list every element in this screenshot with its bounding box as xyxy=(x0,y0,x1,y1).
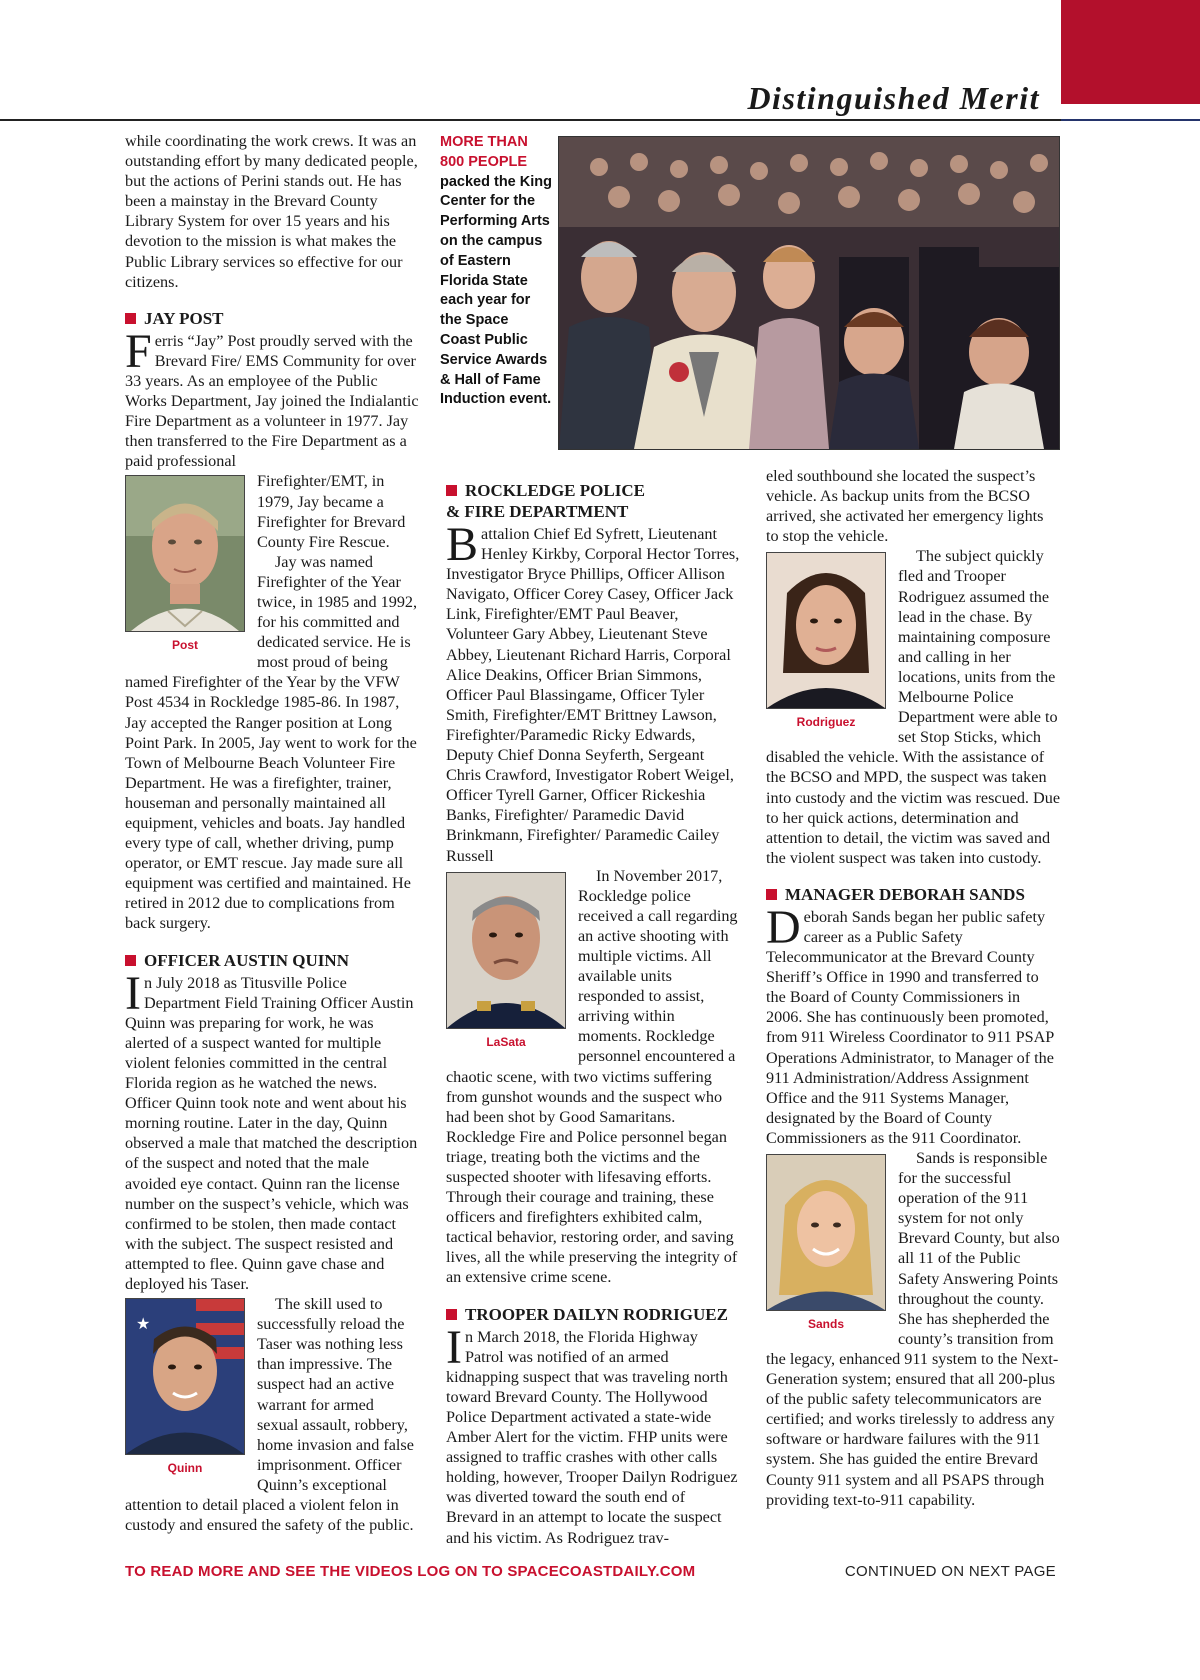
continued-note: CONTINUED ON NEXT PAGE xyxy=(844,1563,1056,1580)
rodriguez-paragraph-1: In March 2018, the Florida Highway Patrol was notified of an armed kidnapping suspect that was traveling north toward Brevard County. The Hollywood Police Department activated a state-wide Amber Alert for the victim. FHP units were assigned to traffic crashes with other calls holding, however, Trooper Dailyn Rodriguez was diverted toward the south end of Brevard in an attempt to locate the suspect and his victim. As Rodriguez trav- xyxy=(446,1320,738,1547)
sands-photo xyxy=(766,1154,886,1334)
drop-cap: D xyxy=(766,900,801,954)
heading-trooper-rodriguez: TROOPER DAILYN RODRIGUEZ xyxy=(446,1304,740,1325)
heading-square-icon xyxy=(766,889,777,900)
quinn-photo-caption: Quinn xyxy=(167,1461,203,1476)
perini-continuation: while coordinating the work crews. It was an outstanding effort by many dedicated people, but the actions of Perini stands out. He has been a mainstay in the Brevard County Library System for over 15 years and his devotion to the mission is what makes the Public Library services so effective for our citizens. xyxy=(125,132,418,291)
sands-paragraph-1: Deborah Sands began her public safety career as a Public Safety Telecommunicator at the Brevard County Sheriff’s Office in 1990 and transferred to the Board of County Commissioners in 2006. She has continuously been promoted, from 911 Wireless Coordinator to 911 PSAP Operations Administrator, to Manager of the 911 Administration/Address Assignment Office and the 911 Systems Manager, designated by the Board of County Commissioners as the 911 Coordinator. xyxy=(766,900,1054,1147)
post-paragraph-1: Ferris “Jay” Post proudly served with the Brevard Fire/ EMS Community for over 33 years. As an employee of the Public Works Department, Jay joined the Indialantic Fire Department as a volunteer in 1977. Jay then transferred to the Fire Department as a paid professional xyxy=(125,324,419,471)
lasata-photo xyxy=(446,872,566,1052)
lasata-photo-caption: LaSata xyxy=(486,1034,526,1049)
rodriguez-continuation: eled southbound she located the suspect’s vehicle. As backup units from the BCSO arrived, she activated her emergency lights to stop the vehicle. xyxy=(766,467,1044,546)
lasata-portrait-image xyxy=(446,872,566,1029)
quinn-paragraph-1: In July 2018 as Titusville Police Department Field Training Officer Austin Quinn was preparing for work, he was alerted of a suspect wanted for multiple violent felonies committed in the central Florida region as he watched the news. Officer Quinn took note and went about his morning routine. Later in the day, Quinn observed a male that matched the description of the suspect and noted that the male avoided eye contact. Quinn ran the license number on the suspect’s vehicle, which was confirmed to be stolen, then made contact with the subject. The suspect resisted and attempted to flee. Quinn gave chase and deployed his Taser. xyxy=(125,966,418,1293)
rockledge-names: Battalion Chief Ed Syfrett, Lieutenant Henley Kirkby, Corporal Hector Torres, Investigator Bryce Phillips, Officer Allison Navigato, Officer Corey Casey, Officer Jack Link, Firefighter/EMT Paul Beaver, Volunteer Gary Abbey, Lieutenant Steve Abbey, Lieutenant Richard Harris, Corporal Alice Deakins, Officer Brian Simmons, Officer Paul Blassingame, Officer Tyler Smith, Firefighter/EMT Brittney Lawson, Firefighter/Paramedic Ricky Edwards, Deputy Chief Donna Seyferth, Sergeant Chris Crawford, Investigator Robert Weigel, Officer Tyrell Garner, Officer Rickeshia Banks, Firefighter/ Paramedic David Brinkmann, Firefighter/ Paramedic Cailey Russell xyxy=(446,518,740,865)
quinn-photo xyxy=(125,1298,245,1478)
heading-jay-post: JAY POST xyxy=(125,308,419,329)
post-photo xyxy=(125,475,245,655)
heading-square-icon xyxy=(446,485,457,496)
post-paragraph-1b: Firefighter/EMT, in 1979, Jay became a Firefighter for Brevard County Fire Rescue. xyxy=(257,472,406,551)
post-paragraph-2: Jay was named Firefighter of the Year twice, in 1985 and 1992, for his committed and dedicated service. He is most proud of being named Firefighter of the Year by the VFW Post 4534 in Rockledge 1985-86. In 1987, Jay accepted the Ranger position at Long Point Park. In 2005, Jay went to work for the Town of Melbourne Beach Volunteer Fire Department. He was a firefighter, trainer, houseman and personally maintained all equipment, vehicles and boats. Jay handled every type of call, whether driving, pump operator, or EMT rescue. Jay made sure all equipment was certified and maintained. He retired in 2012 due to complications from back surgery. xyxy=(125,552,418,933)
column-3 xyxy=(766,466,1060,1510)
heading-deborah-sands: MANAGER DEBORAH SANDS xyxy=(766,884,1060,905)
rockledge-paragraph-2: In November 2017, Rockledge police received a call regarding an active shooting with multiple victims. All available units responded to assist, arriving within moments. Rockledge personnel encountered a chaotic scene, with two victims suffering from gunshot wounds and the suspect who had been shot by Good Samaritans. Rockledge Fire and Police personnel began triage, treating both the victims and the suspected shooter with lifesaving efforts. Through their courage and training, these officers and firefighters exhibited calm, tactical behavior, restoring order, and saving lives, all the while preserving the integrity of an extensive crime scene. xyxy=(446,866,738,1287)
column-2 xyxy=(446,466,740,1548)
header-rule xyxy=(0,119,1061,121)
audience-photo xyxy=(558,136,1060,450)
website-link[interactable]: TO READ MORE AND SEE THE VIDEOS LOG ON TO SPACECOASTDAILY.COM xyxy=(125,1563,696,1580)
crowd-photo-caption xyxy=(440,133,552,410)
post-photo-caption: Post xyxy=(171,638,198,653)
drop-cap: B xyxy=(446,518,479,571)
rodriguez-portrait-image xyxy=(766,552,886,709)
caption-lead: MORE THAN 800 PEOPLE xyxy=(440,134,528,170)
heading-austin-quinn: OFFICER AUSTIN QUINN xyxy=(125,950,419,971)
drop-cap: F xyxy=(125,324,152,378)
sands-portrait-image xyxy=(766,1154,886,1311)
heading-square-icon xyxy=(125,955,136,966)
post-portrait-image xyxy=(125,475,245,632)
rodriguez-photo-caption: Rodriguez xyxy=(796,715,856,730)
column-1 xyxy=(125,131,419,1535)
heading-square-icon xyxy=(446,1309,457,1320)
rodriguez-photo xyxy=(766,552,886,732)
heading-square-icon xyxy=(125,313,136,324)
sands-photo-caption: Sands xyxy=(807,1317,844,1331)
drop-cap: I xyxy=(125,966,141,1020)
svg-text:★: ★ xyxy=(136,1316,151,1334)
drop-cap: I xyxy=(446,1320,462,1374)
header-rule-accent xyxy=(1061,119,1200,121)
rodriguez-paragraph-2: The subject quickly fled and Trooper Rodriguez assumed the lead in the chase. By maintaining composure and calling in her locations, units from the Melbourne Police Department were able to set Stop Sticks, which disabled the vehicle. With the assistance of the BCSO and MPD, the suspect was taken into custody and the victim was rescued. Due to her quick actions, determination and attention to detail, the victim was saved and the violent suspect was taken into custody. xyxy=(766,547,1060,867)
quinn-paragraph-2: The skill used to successfully reload the Taser was nothing less than impressive. The suspect had an active warrant for armed sexual assault, robbery, home invasion and false imprisonment. Officer Quinn’s exceptional attention to detail placed a violent felon in custody and ensured the safety of the public. xyxy=(125,1295,414,1535)
sands-paragraph-2: Sands is responsible for the successful operation of the 911 system for not only Brevard County, but also all 11 of the Public Safety Answering Points throughout the county. She has shepherded the county’s transition from the legacy, enhanced 911 system to the Next-Generation system; ensured that all 200-plus of the public safety telecommunicators are certified; and works tirelessly to address any software or hardware failures with the 911 system. She has guided the entire Brevard County 911 system and all PSAPS through providing text-to-911 capability. xyxy=(766,1149,1060,1509)
caption-text: packed the King Center for the Performing Arts on the campus of Eastern Florida State each year for the Space Coast Public Service Awards & Hall of Fame Induction event. xyxy=(440,173,552,408)
quinn-portrait-image xyxy=(125,1298,245,1455)
section-title: Distinguished Merit xyxy=(747,80,1040,116)
heading-rockledge: ROCKLEDGE POLICE & FIRE DEPARTMENT xyxy=(446,481,645,521)
header-red-block xyxy=(1061,0,1200,104)
